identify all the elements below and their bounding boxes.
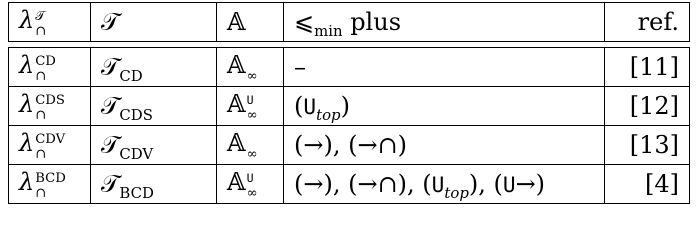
header-rules: $⩽_{min}$ plus <box>284 3 605 42</box>
cell-type-theory: 𝒯$_{CD}$ <box>91 48 217 87</box>
header-type-theory: 𝒯 <box>91 3 217 42</box>
cell-rules: $(U_{top})$ <box>284 87 605 126</box>
cell-rules: (→), (→∩), $(U_{top})$, (U→) <box>284 165 605 204</box>
cell-type-theory: 𝒯$_{CDS}$ <box>91 87 217 126</box>
table-row <box>9 87 690 126</box>
cell-rules: – <box>284 48 605 87</box>
table-row <box>9 48 690 87</box>
cell-calculus: λ CDS ∩ <box>9 87 91 126</box>
calculi-table <box>8 2 690 204</box>
table-header-row <box>9 3 690 42</box>
header-ref: ref. <box>605 3 690 42</box>
cell-calculus: λ CD ∩ <box>9 48 91 87</box>
cell-atoms: 𝔸 U ∞ <box>217 87 284 126</box>
cell-ref: [12] <box>605 87 690 126</box>
header-calculus: λ 𝒯 ∩ <box>9 3 91 42</box>
cell-type-theory: 𝒯$_{BCD}$ <box>91 165 217 204</box>
cell-calculus: λ BCD ∩ <box>9 165 91 204</box>
cell-atoms: 𝔸 ∞ <box>217 126 284 165</box>
header-atoms: 𝔸 <box>217 3 284 42</box>
cell-ref: [4] <box>605 165 690 204</box>
table-row <box>9 165 690 204</box>
cell-type-theory: 𝒯$_{CDV}$ <box>91 126 217 165</box>
cell-rules: (→), (→∩) <box>284 126 605 165</box>
cell-atoms: 𝔸 U ∞ <box>217 165 284 204</box>
cell-ref: [11] <box>605 48 690 87</box>
cell-ref: [13] <box>605 126 690 165</box>
table-row <box>9 126 690 165</box>
cell-calculus: λ CDV ∩ <box>9 126 91 165</box>
cell-atoms: 𝔸 ∞ <box>217 48 284 87</box>
